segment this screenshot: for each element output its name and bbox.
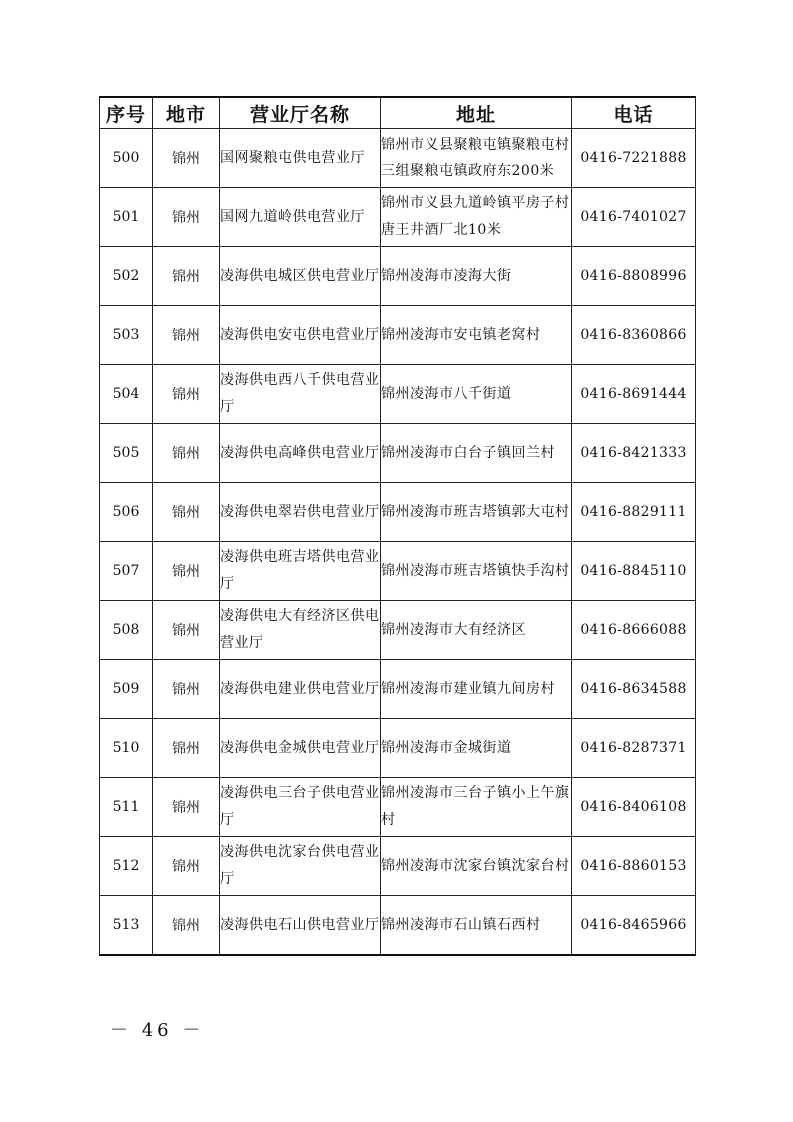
address-cell: 锦州凌海市班吉塔镇郭大屯村 bbox=[381, 483, 572, 542]
hall-name-cell: 凌海供电建业供电营业厅 bbox=[220, 660, 381, 719]
serial-cell: 500 bbox=[100, 129, 153, 188]
hall-name-cell: 凌海供电高峰供电营业厅 bbox=[220, 424, 381, 483]
city-cell: 锦州 bbox=[153, 247, 220, 306]
city-cell: 锦州 bbox=[153, 778, 220, 837]
phone-cell: 0416-8845110 bbox=[572, 542, 696, 601]
phone-cell: 0416-8406108 bbox=[572, 778, 696, 837]
header-hall-name: 营业厅名称 bbox=[220, 97, 381, 129]
hall-name-cell: 凌海供电城区供电营业厅 bbox=[220, 247, 381, 306]
address-cell: 锦州凌海市沈家台镇沈家台村 bbox=[381, 837, 572, 896]
address-cell: 锦州凌海市班吉塔镇快手沟村 bbox=[381, 542, 572, 601]
table-row bbox=[100, 896, 696, 956]
header-address: 地址 bbox=[381, 97, 572, 129]
hall-name-cell: 凌海供电翠岩供电营业厅 bbox=[220, 483, 381, 542]
hall-name-cell: 凌海供电安屯供电营业厅 bbox=[220, 306, 381, 365]
table-row bbox=[100, 719, 696, 778]
phone-cell: 0416-8465966 bbox=[572, 896, 696, 956]
serial-cell: 506 bbox=[100, 483, 153, 542]
city-cell: 锦州 bbox=[153, 483, 220, 542]
header-phone: 电话 bbox=[572, 97, 696, 129]
hall-name-cell: 凌海供电班吉塔供电营业厅 bbox=[220, 542, 381, 601]
phone-cell: 0416-8360866 bbox=[572, 306, 696, 365]
table-row bbox=[100, 660, 696, 719]
serial-cell: 512 bbox=[100, 837, 153, 896]
page-number: － 46 － bbox=[110, 1020, 205, 1041]
phone-cell: 0416-8634588 bbox=[572, 660, 696, 719]
header-serial: 序号 bbox=[100, 97, 153, 129]
table-row bbox=[100, 778, 696, 837]
address-cell: 锦州市义县九道岭镇平房子村唐王井酒厂北10米 bbox=[381, 188, 572, 247]
hall-name-cell: 凌海供电石山供电营业厅 bbox=[220, 896, 381, 956]
table-row bbox=[100, 247, 696, 306]
city-cell: 锦州 bbox=[153, 365, 220, 424]
serial-cell: 502 bbox=[100, 247, 153, 306]
table-row bbox=[100, 365, 696, 424]
table-row bbox=[100, 424, 696, 483]
serial-cell: 501 bbox=[100, 188, 153, 247]
serial-cell: 507 bbox=[100, 542, 153, 601]
address-cell: 锦州凌海市大有经济区 bbox=[381, 601, 572, 660]
phone-cell: 0416-7221888 bbox=[572, 129, 696, 188]
serial-cell: 508 bbox=[100, 601, 153, 660]
serial-cell: 513 bbox=[100, 896, 153, 956]
table-row bbox=[100, 483, 696, 542]
phone-cell: 0416-8808996 bbox=[572, 247, 696, 306]
hall-name-cell: 国网九道岭供电营业厅 bbox=[220, 188, 381, 247]
city-cell: 锦州 bbox=[153, 129, 220, 188]
table-row bbox=[100, 601, 696, 660]
city-cell: 锦州 bbox=[153, 542, 220, 601]
city-cell: 锦州 bbox=[153, 837, 220, 896]
address-cell: 锦州凌海市凌海大街 bbox=[381, 247, 572, 306]
hall-name-cell: 凌海供电大有经济区供电营业厅 bbox=[220, 601, 381, 660]
address-cell: 锦州凌海市白台子镇回兰村 bbox=[381, 424, 572, 483]
table-row bbox=[100, 188, 696, 247]
service-hall-table bbox=[99, 96, 696, 956]
phone-cell: 0416-8666088 bbox=[572, 601, 696, 660]
address-cell: 锦州凌海市建业镇九间房村 bbox=[381, 660, 572, 719]
city-cell: 锦州 bbox=[153, 660, 220, 719]
phone-cell: 0416-8287371 bbox=[572, 719, 696, 778]
city-cell: 锦州 bbox=[153, 601, 220, 660]
address-cell: 锦州凌海市石山镇石西村 bbox=[381, 896, 572, 956]
serial-cell: 509 bbox=[100, 660, 153, 719]
hall-name-cell: 凌海供电西八千供电营业厅 bbox=[220, 365, 381, 424]
phone-cell: 0416-7401027 bbox=[572, 188, 696, 247]
table-row bbox=[100, 129, 696, 188]
city-cell: 锦州 bbox=[153, 719, 220, 778]
table-row bbox=[100, 306, 696, 365]
city-cell: 锦州 bbox=[153, 306, 220, 365]
address-cell: 锦州凌海市安屯镇老窝村 bbox=[381, 306, 572, 365]
table-row bbox=[100, 837, 696, 896]
serial-cell: 505 bbox=[100, 424, 153, 483]
city-cell: 锦州 bbox=[153, 896, 220, 956]
phone-cell: 0416-8691444 bbox=[572, 365, 696, 424]
city-cell: 锦州 bbox=[153, 188, 220, 247]
table-header-row bbox=[100, 97, 696, 129]
address-cell: 锦州凌海市八千街道 bbox=[381, 365, 572, 424]
serial-cell: 503 bbox=[100, 306, 153, 365]
address-cell: 锦州市义县聚粮屯镇聚粮屯村三组聚粮屯镇政府东200米 bbox=[381, 129, 572, 188]
address-cell: 锦州凌海市金城街道 bbox=[381, 719, 572, 778]
address-cell: 锦州凌海市三台子镇小上午旗村 bbox=[381, 778, 572, 837]
hall-name-cell: 国网聚粮屯供电营业厅 bbox=[220, 129, 381, 188]
hall-name-cell: 凌海供电金城供电营业厅 bbox=[220, 719, 381, 778]
city-cell: 锦州 bbox=[153, 424, 220, 483]
phone-cell: 0416-8860153 bbox=[572, 837, 696, 896]
serial-cell: 504 bbox=[100, 365, 153, 424]
phone-cell: 0416-8421333 bbox=[572, 424, 696, 483]
table-row bbox=[100, 542, 696, 601]
phone-cell: 0416-8829111 bbox=[572, 483, 696, 542]
serial-cell: 511 bbox=[100, 778, 153, 837]
header-city: 地市 bbox=[153, 97, 220, 129]
hall-name-cell: 凌海供电三台子供电营业厅 bbox=[220, 778, 381, 837]
serial-cell: 510 bbox=[100, 719, 153, 778]
hall-name-cell: 凌海供电沈家台供电营业厅 bbox=[220, 837, 381, 896]
